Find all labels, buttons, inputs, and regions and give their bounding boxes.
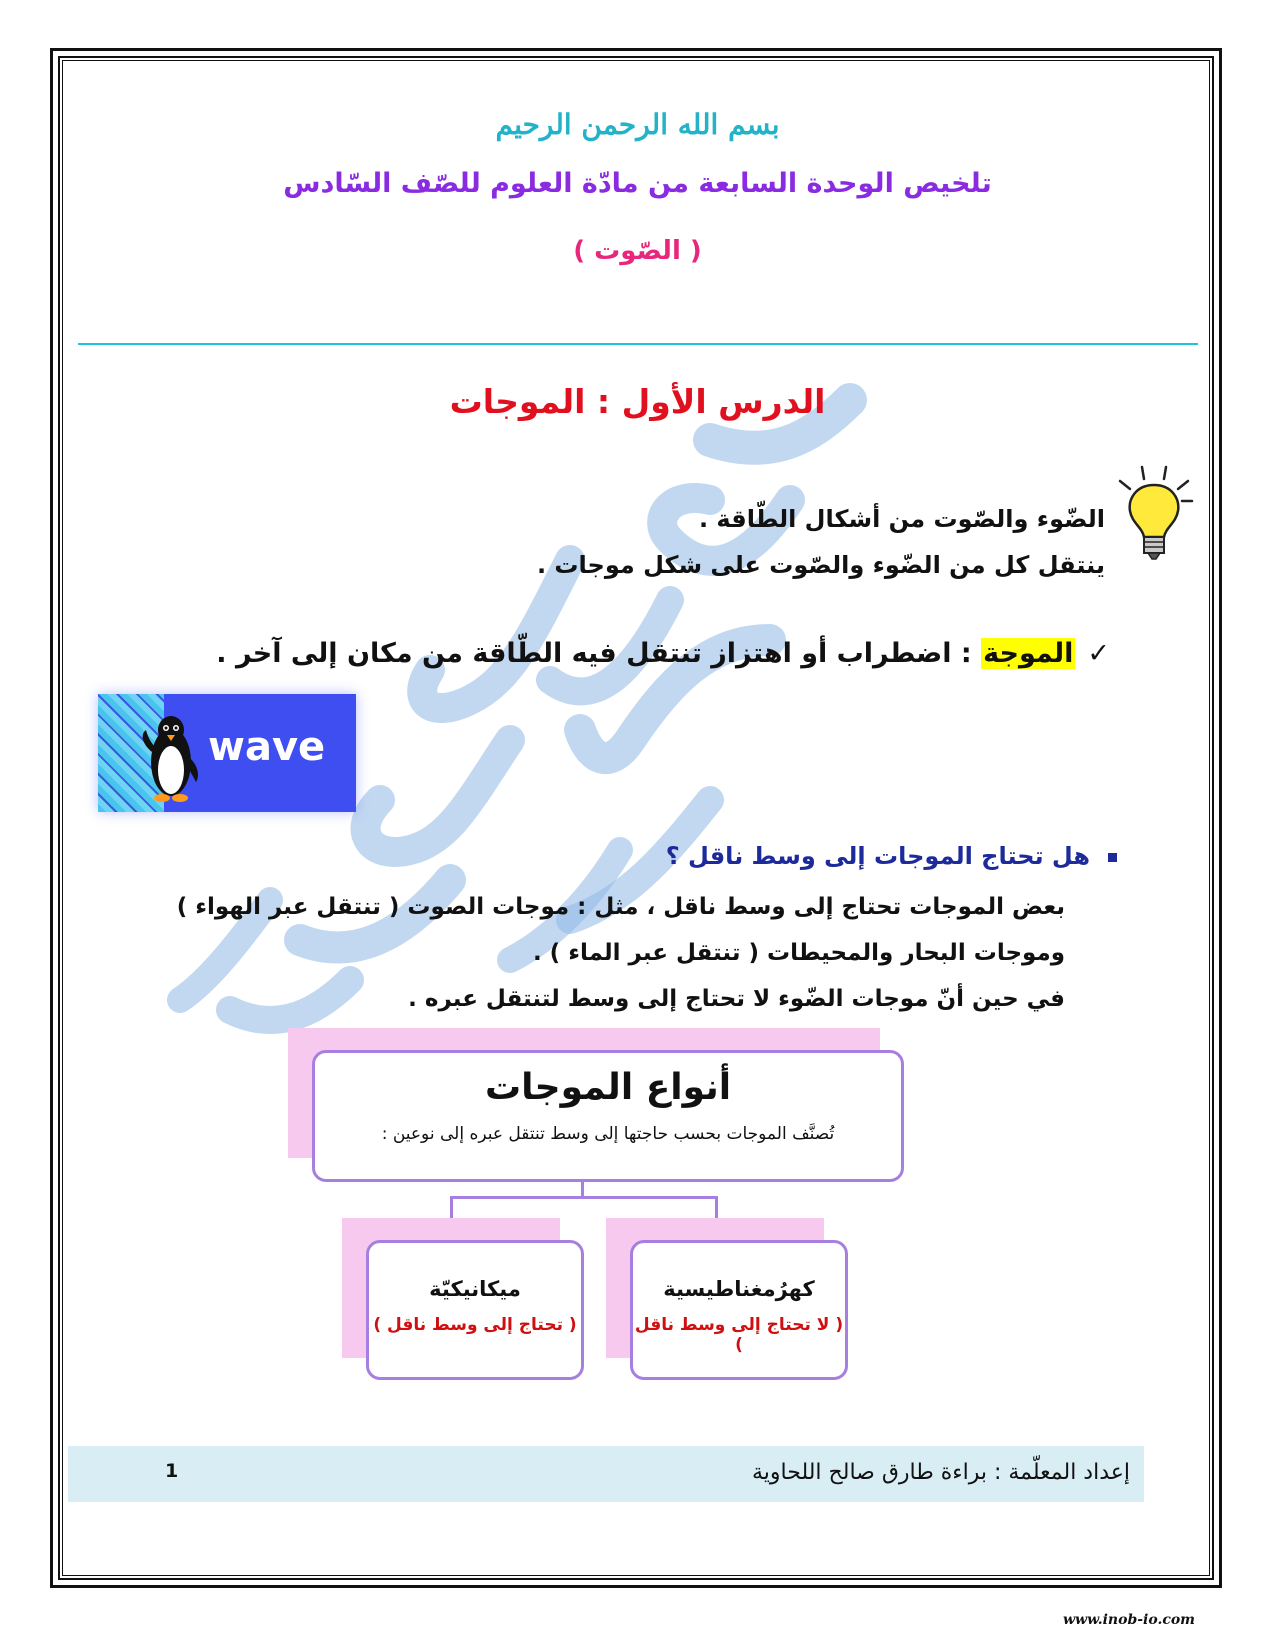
page-number: 1 xyxy=(165,1460,179,1482)
connector-horizontal xyxy=(450,1196,718,1199)
header-divider xyxy=(78,343,1198,345)
electromagnetic-title: كهرُمغناطيسية xyxy=(663,1277,815,1301)
question xyxy=(666,842,1117,870)
lesson-title: الدرس الأول : الموجات xyxy=(449,382,826,421)
answer-line: بعض الموجات تحتاج إلى وسط ناقل ، مثل : موجات الصوت ( تنتقل عبر الهواء ) xyxy=(176,894,1065,920)
electromagnetic-box xyxy=(630,1240,848,1380)
intro-text xyxy=(537,496,1105,588)
wave-illustration-card xyxy=(98,694,356,812)
lightbulb-icon xyxy=(1112,465,1196,561)
mechanical-subtitle: ( تحتاج إلى وسط ناقل ) xyxy=(373,1315,577,1335)
definition-term: الموجة xyxy=(983,638,1074,669)
document-subtitle: ( الصّوت ) xyxy=(573,236,702,266)
mechanical-title: ميكانيكيّة xyxy=(429,1277,521,1301)
question-text: هل تحتاج الموجات إلى وسط ناقل ؟ xyxy=(665,842,1090,870)
definition-text: : اضطراب أو اهتزاز تنتقل فيه الطّاقة من مكان إلى آخر . xyxy=(216,638,982,669)
document-title: تلخيص الوحدة السابعة من مادّة العلوم للصّف السّادس xyxy=(283,168,992,199)
penguin-icon xyxy=(138,708,204,804)
diagram-title-box xyxy=(312,1050,904,1182)
answer-line: في حين أنّ موجات الضّوء لا تحتاج إلى وسط لتنتقل عبره . xyxy=(408,986,1065,1012)
footer-author: إعداد المعلّمة : براءة طارق صالح اللحاوية xyxy=(752,1460,1130,1485)
site-url: www.inob-io.com xyxy=(1062,1612,1195,1628)
electromagnetic-subtitle: ( لا تحتاج إلى وسط ناقل ) xyxy=(634,1315,844,1355)
diagram-title: أنواع الموجات xyxy=(484,1067,732,1108)
bullet-square-icon xyxy=(1108,853,1117,862)
basmala: بسم الله الرحمن الرحيم xyxy=(495,108,780,141)
intro-line: ينتقل كل من الضّوء والصّوت على شكل موجات . xyxy=(536,551,1105,579)
answer-text xyxy=(177,884,1065,1022)
mechanical-box xyxy=(366,1240,584,1380)
check-icon: ✓ xyxy=(1087,638,1110,669)
wave-definition xyxy=(216,638,1110,669)
diagram-description: تُصنَّف الموجات بحسب حاجتها إلى وسط تنتقل عبره إلى نوعين : xyxy=(381,1124,835,1144)
answer-line: وموجات البحار والمحيطات ( تنتقل عبر الماء ) . xyxy=(532,940,1065,966)
intro-line: الضّوء والصّوت من أشكال الطّاقة . xyxy=(698,505,1105,533)
wave-label: wave xyxy=(208,724,326,770)
